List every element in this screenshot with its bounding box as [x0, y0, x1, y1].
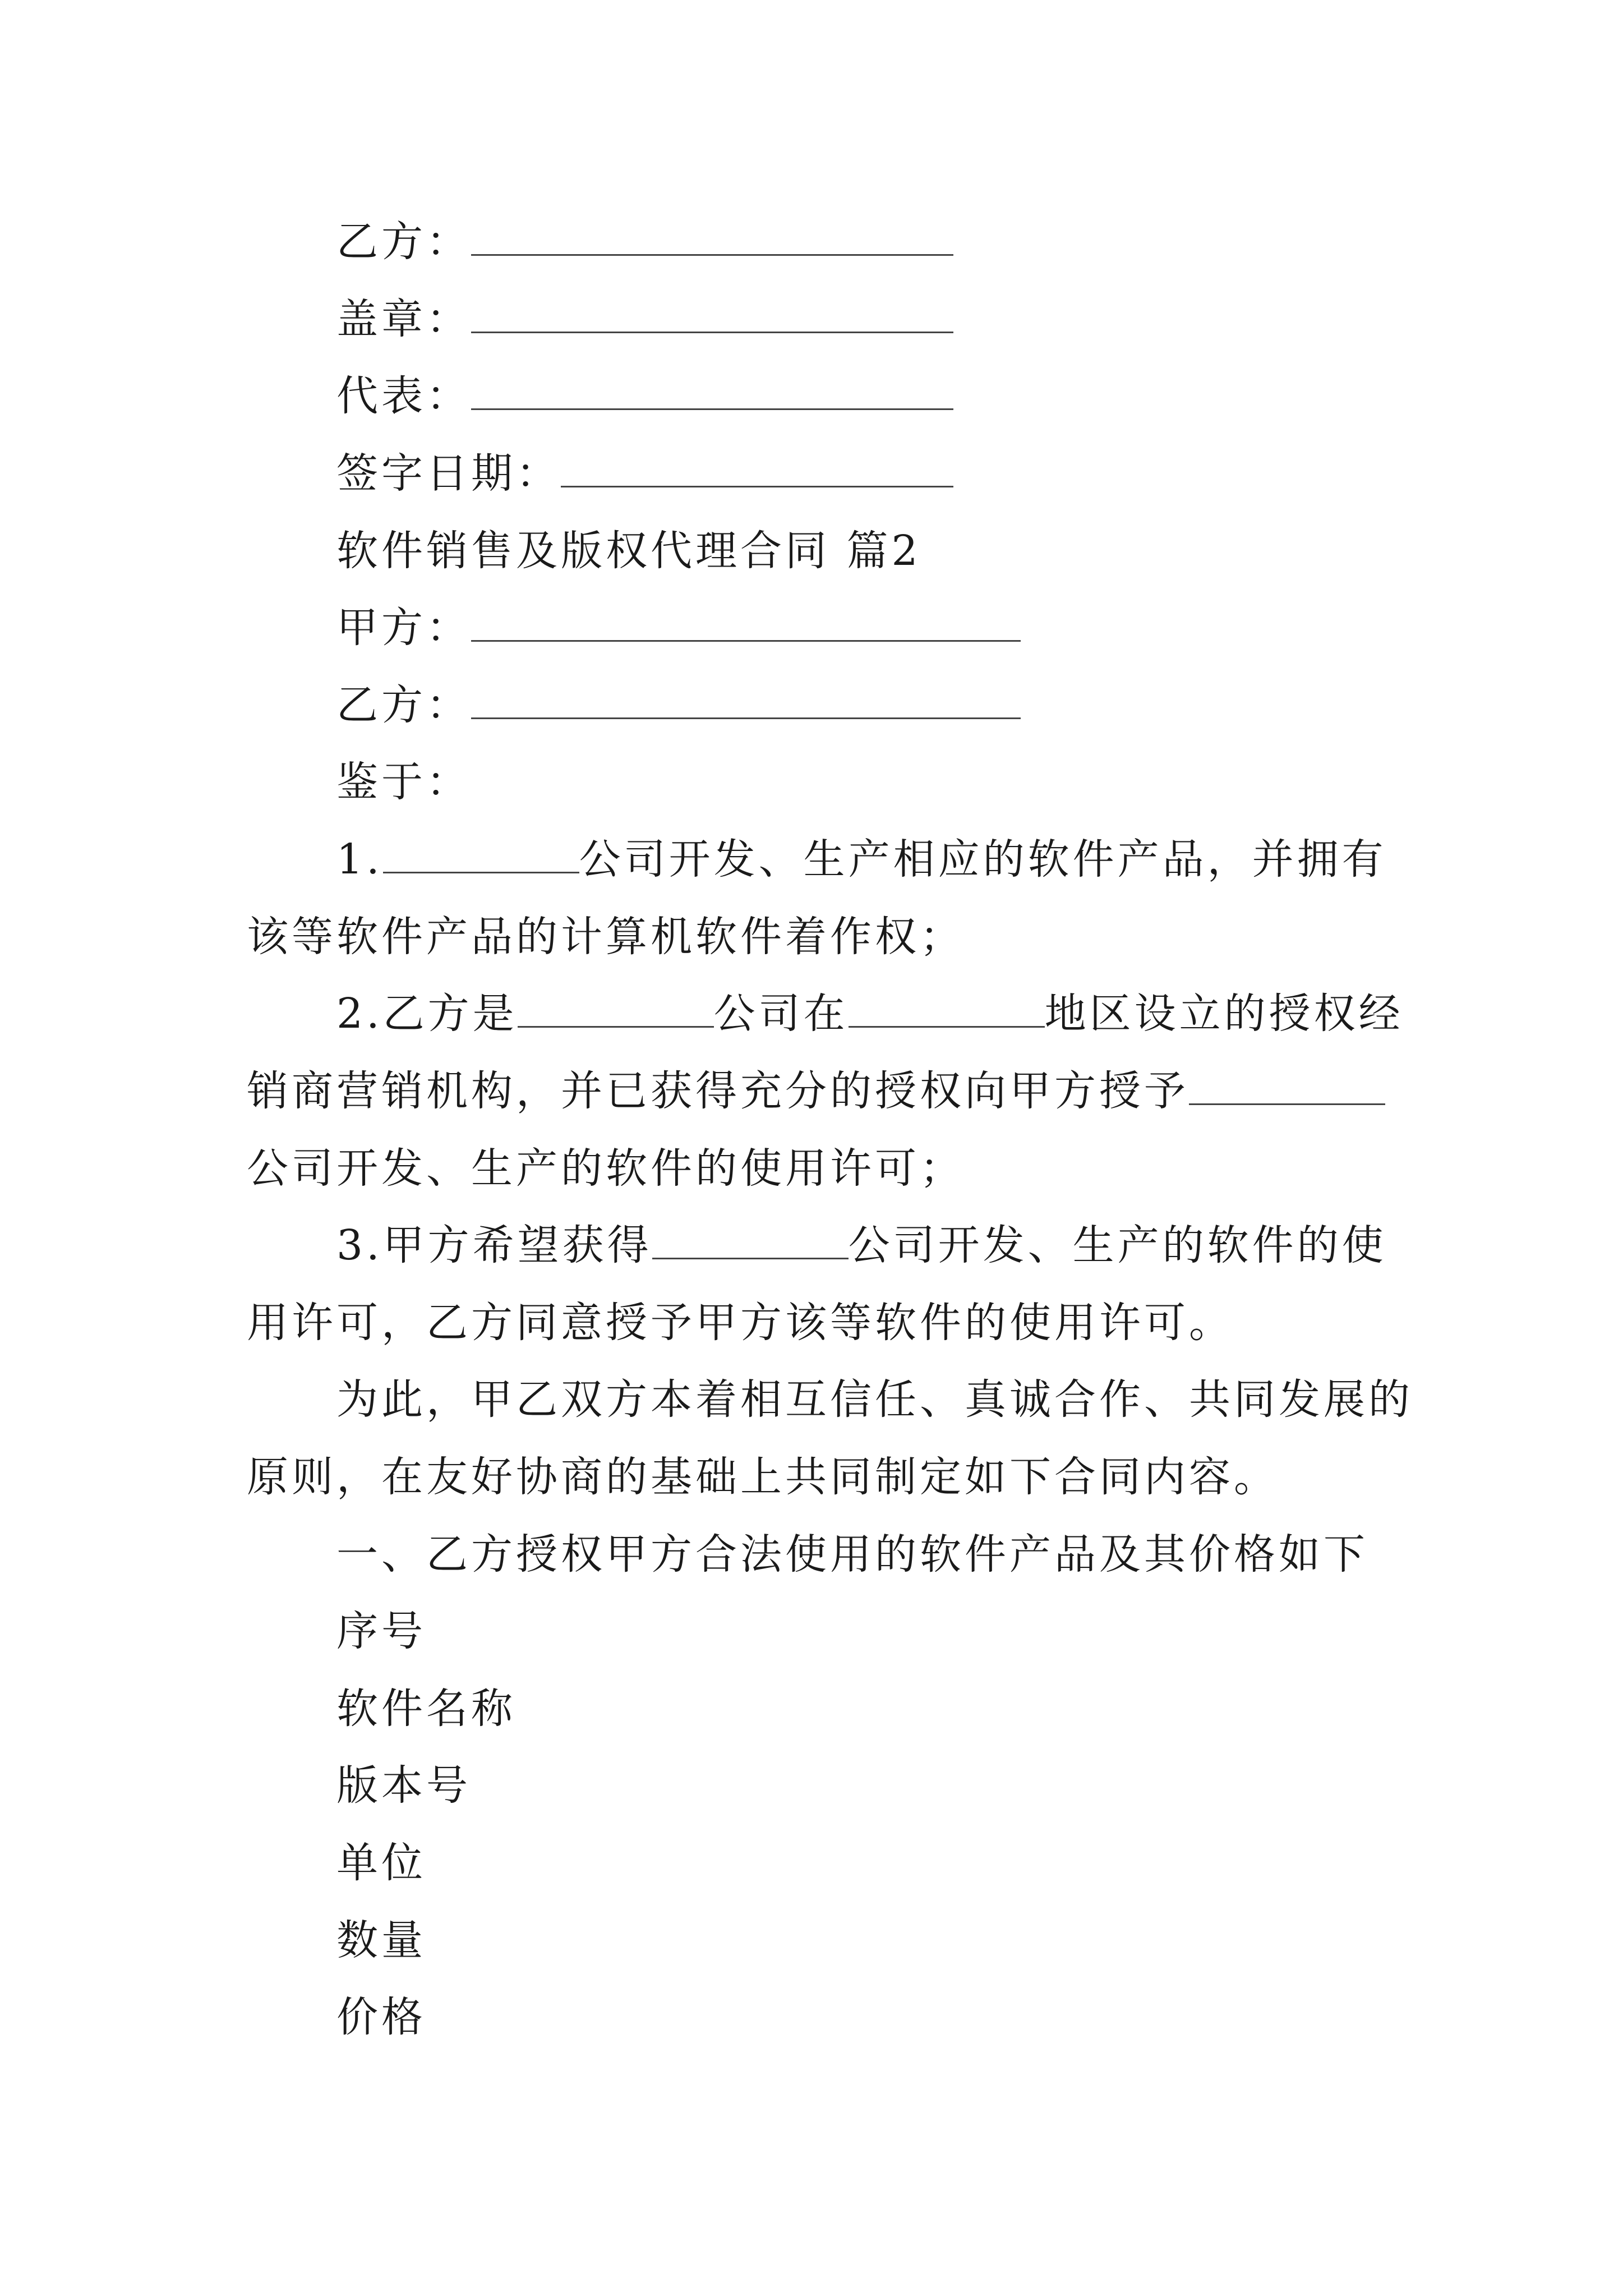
table-header-unit: 单位	[336, 1839, 426, 1887]
item3-text: 公司开发、生产的软件的使	[848, 1221, 1387, 1269]
sign-date-blank[interactable]	[561, 447, 953, 487]
item1-blank[interactable]	[383, 832, 579, 873]
item2-line3: 公司开发、生产的软件的使用许可；	[247, 1144, 965, 1193]
representative-line	[336, 368, 953, 424]
item3-line1	[336, 1217, 1387, 1273]
item3-blank[interactable]	[652, 1218, 849, 1259]
party-b-line	[336, 677, 1021, 733]
party-a-line	[336, 600, 1021, 656]
party-b-label-2: 乙方：	[336, 681, 471, 729]
item3-prefix: 3.甲方希望获得	[336, 1221, 652, 1269]
sign-date-line	[336, 445, 953, 501]
table-header-seq: 序号	[336, 1607, 426, 1655]
whereas-label: 鉴于：	[336, 758, 471, 806]
table-header-name: 软件名称	[336, 1685, 516, 1733]
party-b-blank-2[interactable]	[471, 678, 1021, 719]
party-b-blank[interactable]	[471, 215, 953, 256]
section1-title: 一、乙方授权甲方合法使用的软件产品及其价格如下	[336, 1530, 1368, 1579]
item1-line2: 该等软件产品的计算机软件着作权；	[247, 913, 965, 961]
item2-blank-1[interactable]	[518, 987, 714, 1028]
seal-line	[336, 291, 953, 347]
party-b-sign-line	[336, 214, 953, 270]
item1-prefix: 1.	[336, 835, 383, 884]
item2-line2-text: 销商营销机构，并已获得充分的授权向甲方授予	[247, 1067, 1189, 1115]
item1-line1	[336, 831, 1387, 887]
representative-blank[interactable]	[471, 369, 953, 410]
item2-text: 地区设立的授权经	[1044, 990, 1404, 1038]
contract-title: 软件销售及版权代理合同 篇2	[336, 527, 921, 575]
seal-blank[interactable]	[471, 292, 953, 333]
table-header-quantity: 数量	[336, 1916, 426, 1964]
principle-line1: 为此，甲乙双方本着相互信任、真诚合作、共同发展的	[336, 1375, 1413, 1424]
item2-line2	[247, 1063, 1385, 1119]
sign-date-label: 签字日期：	[336, 449, 561, 498]
representative-label: 代表：	[336, 372, 471, 420]
seal-label: 盖章：	[336, 295, 471, 343]
item2-prefix: 2.乙方是	[336, 990, 518, 1038]
party-a-blank[interactable]	[471, 601, 1021, 642]
item2-mid: 公司在	[713, 990, 849, 1038]
party-a-label: 甲方：	[336, 604, 471, 652]
item2-line1	[336, 986, 1404, 1042]
item3-line2: 用许可，乙方同意授予甲方该等软件的使用许可。	[247, 1299, 1234, 1347]
item2-blank-3[interactable]	[1189, 1064, 1385, 1105]
principle-line2: 原则，在友好协商的基础上共同制定如下合同内容。	[247, 1453, 1279, 1501]
item1-text: 公司开发、生产相应的软件产品，并拥有	[579, 835, 1387, 884]
item2-blank-2[interactable]	[849, 987, 1045, 1028]
table-header-price: 价格	[336, 1993, 426, 2041]
party-b-label: 乙方：	[336, 218, 471, 266]
table-header-version: 版本号	[336, 1761, 471, 1810]
